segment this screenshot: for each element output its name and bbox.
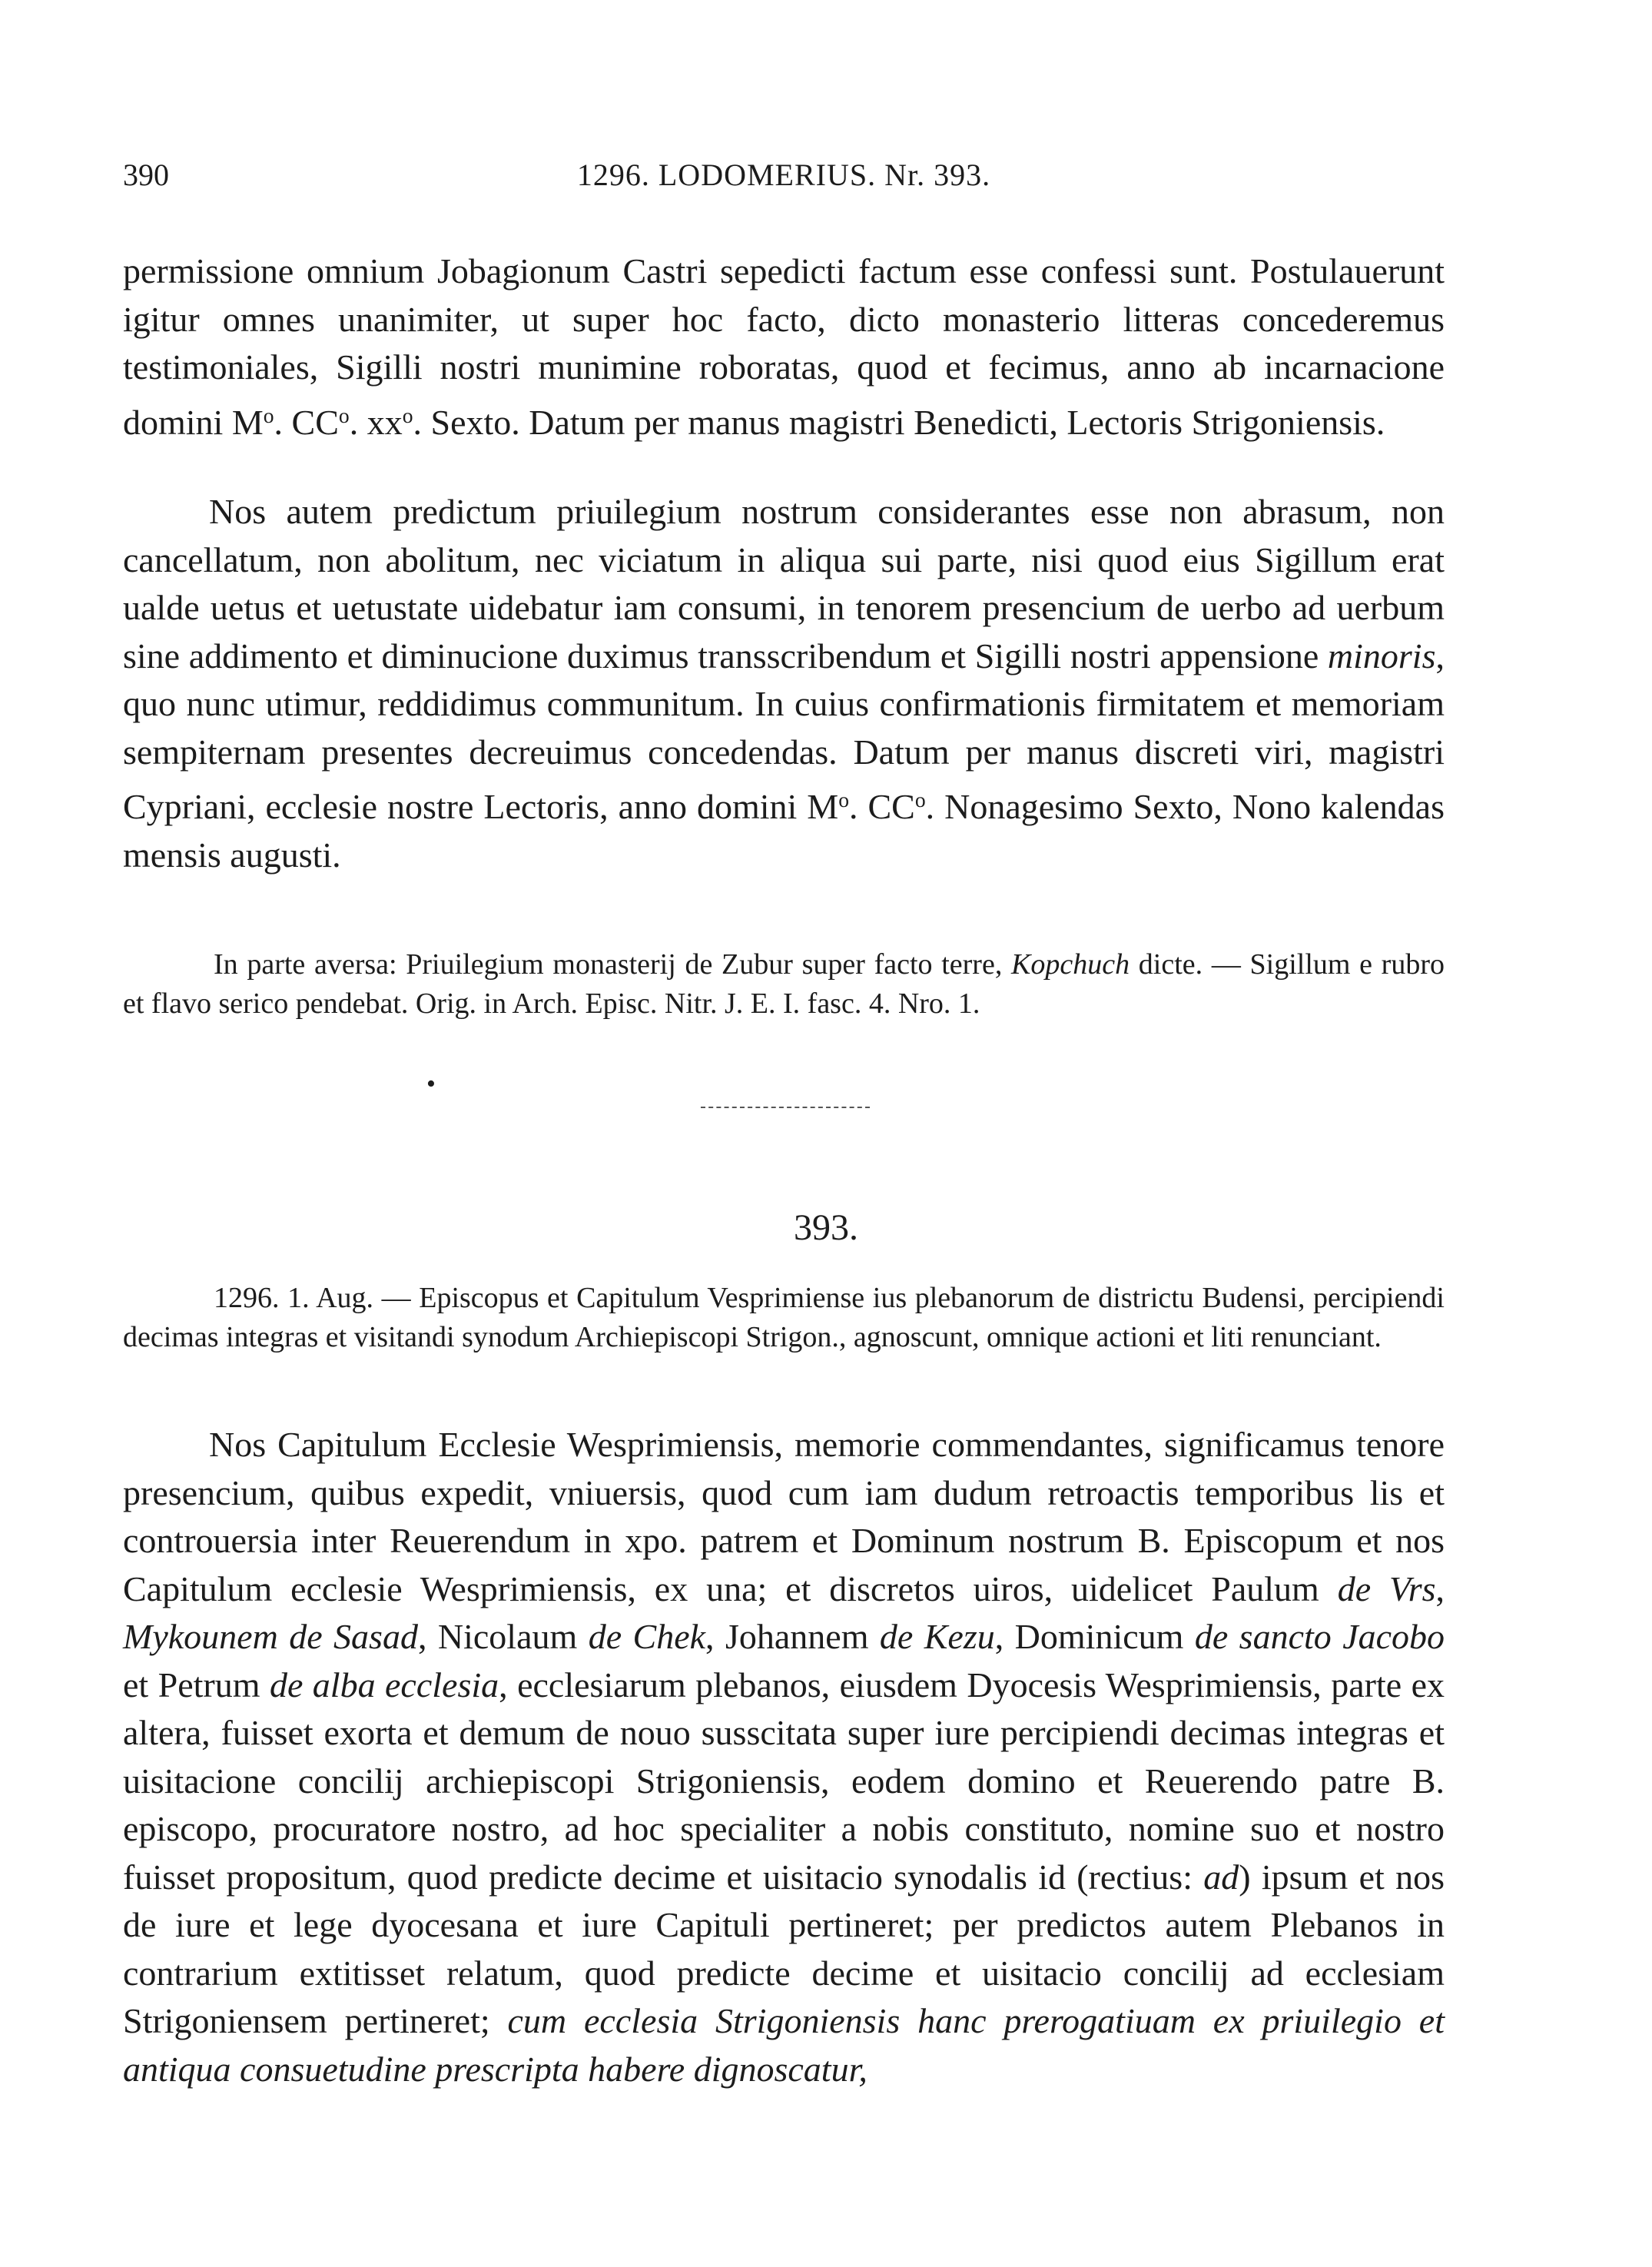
page-header — [123, 152, 1445, 198]
paragraph-confirmation: Nos autem predictum priuilegium nostrum considerantes esse non abrasum, non cancellatum, non abolitum, nec viciatum in aliqua sui parte, nisi quod eius Sigillum erat ualde uetus et uetustate uidebatur iam consumi, in tenorem presencium de uerbo ad uerbum sine addimento et diminucione duximus transscribendum et Sigilli nostri appensione minoris, quo nunc utimur, reddidimus communitum. In cuius confirmationis firmitatem et memoriam sempiternam presentes decreuimus concedendas. Datum per manus discreti viri, magistri Cypriani, ecclesie nostre Lectoris, anno domini $M^o$. $CC^o$. Nonagesimo Sexto, Nono kalendas mensis augusti. — [123, 492, 1445, 875]
document-number: 393. — [794, 1207, 858, 1248]
document-body: Nos Capitulum Ecclesie Wesprimiensis, memorie commendantes, significamus tenore presencium, quibus expedit, vniuersis, quod cum iam dudum retroactis temporibus lis et controuersia inter Reuerendum in xpo. patrem et Dominum nostrum B. Episcopum et nos Capitulum ecclesie Wesprimiensis, ex una; et discretos uiros, uidelicet Paulum de Vrs, Mykounem de Sasad, Nicolaum de Chek, Johannem de Kezu, Dominicum de sancto Jacobo et Petrum de alba ecclesia, ecclesiarum plebanos, eiusdem Dyocesis Wesprimiensis, parte ex altera, fuisset exorta et demum de nouo susscitata super iure percipiendi decimas integras et uisitacione concilij archiepiscopi Strigoniensis, eodem domino et Reuerendo patre B. episcopo, procuratore nostro, ad hoc specialiter a nobis constituto, nomine suo et nostro fuisset propositum, quod predicte decime et uisitacio synodalis id (rectius: ad) ipsum et nos de iure et lege dyocesana et iure Capituli pertineret; per predictos autem Plebanos in contrarium extitisset relatum, quod predicte decime et uisitacio concilij ad ecclesiam Strigoniensem pertineret; cum ecclesia Strigoniensis hanc prerogatiuam ex priuilegio et antiqua consuetudine prescripta habere dignoscatur, — [123, 1425, 1445, 2089]
running-title: 1296. LODOMERIUS. Nr. 393. — [576, 158, 991, 192]
section-divider — [701, 1107, 870, 1108]
paragraph-continuation: permissione omnium Jobagionum Castri sepedicti factum esse confessi sunt. Postulauerunt igitur omnes unanimiter, ut super hoc facto, dicto monasterio litteras concederemus testimoniales, Sigilli nostri munimine roboratas, quod et fecimus, anno ab incarnacione domini $M^o$. $CC^o$. $xx^o$. Sexto. Datum per manus magistri Benedicti, Lectoris Strigoniensis. — [123, 251, 1445, 442]
ornament-mark: • — [426, 1070, 436, 1098]
page-number: 390 — [123, 158, 169, 192]
archival-note: In parte aversa: Priuilegium monasterij de Zubur super facto terre, Kopchuch dicte. — Sigillum e rubro et flavo serico pendebat. Orig. in Arch. Episc. Nitr. J. E. I. fasc. 4. Nro. 1. — [123, 948, 1445, 1020]
regest-summary: 1296. 1. Aug. — Episcopus et Capitulum Vesprimiense ius plebanorum de districtu Budensi, percipiendi decimas integras et visitandi synodum Archiepiscopi Strigon., agnoscunt, omnique actioni et liti renunciant. — [123, 1282, 1445, 1353]
